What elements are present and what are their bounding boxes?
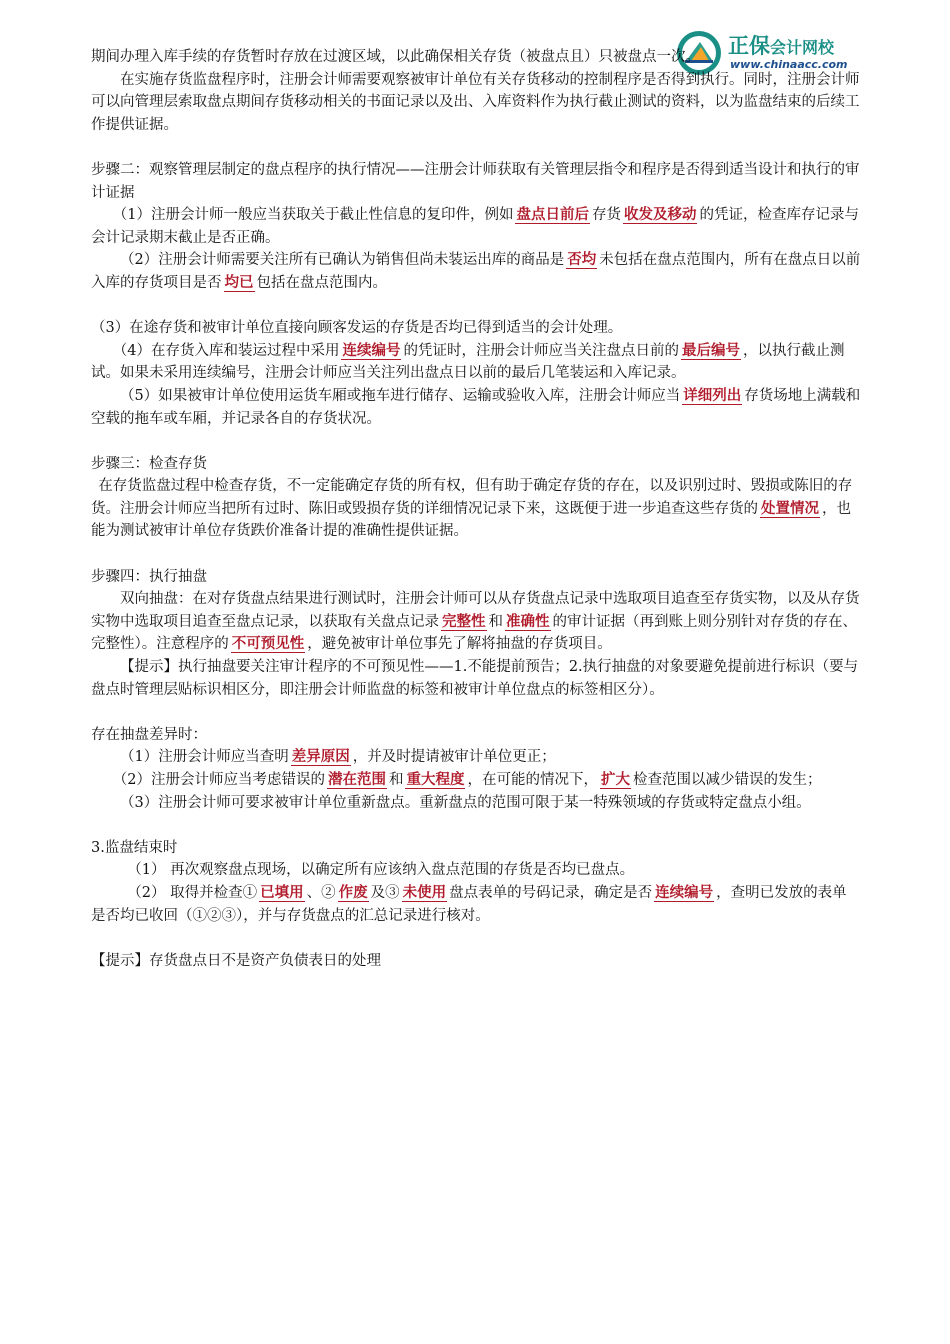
keyword: 准确性 — [506, 612, 550, 630]
logo-name: 正保 — [728, 34, 770, 58]
section-heading-step3: 步骤三：检查存货 — [91, 455, 207, 472]
keyword: 重大程度 — [406, 771, 465, 788]
keyword: 处置情况 — [761, 499, 819, 517]
keyword: 详细列出 — [683, 386, 742, 404]
logo-url[interactable]: www.chinaacc.com — [730, 58, 848, 71]
keyword: 潜在范围 — [327, 771, 386, 788]
list-item: （4）在存货入库和装运过程中采用 连续编号 的凭证时，注册会计师应当关注盘点日前的 最后编号 ，以执行截止测试。如果未采用连续编号，注册会计师应当关注列出盘点日以前的最后几笔装运和入库记录。 — [91, 341, 845, 382]
paragraph: 在存货监盘过程中检查存货，不一定能确定存货的所有权，但有助于确定存货的存在，以及识别过时、毁损或陈旧的存货。注册会计师应当把所有过时、陈旧或毁损存货的详细情况记录下来，这既便于进一步追查这些存货的 处置情况 ，也能为测试被审计单位存货跌价准备计提的准确性提供证据。 — [91, 478, 853, 540]
keyword: 未使用 — [402, 883, 447, 901]
keyword: 完整性 — [442, 612, 486, 630]
list-item: （2）注册会计师需要关注所有已确认为销售但尚未装运出库的商品是 否均 未包括在盘点范围内，所有在盘点日以前入库的存货项目是否 均已 包括在盘点范围内。 — [91, 251, 861, 291]
list-item: （5）如果被审计单位使用运货车厢或拖车进行储存、运输或验收入库，注册会计师应当 详细列出 存货场地上满载和空载的拖车或车厢，并记录各自的存货状况。 — [91, 386, 861, 427]
keyword: 盘点日前后 — [516, 206, 589, 224]
keyword: 扩大 — [600, 771, 630, 788]
list-item: （1）注册会计师一般应当获取关于截止性信息的复印件，例如 盘点日前后 存货 收发及移动 的凭证，检查库存记录与会计记录期末截止是否正确。 — [91, 206, 859, 246]
list-item: （1）注册会计师应当查明 差异原因 ，并及时提请被审计单位更正； — [120, 748, 556, 766]
section-heading-end: 3.监盘结束时 — [91, 839, 178, 856]
section-heading-step4: 步骤四：执行抽盘 — [91, 568, 207, 585]
section-heading-step2: 步骤二：观察管理层制定的盘点程序的执行情况——注册会计师获取有关管理层指令和程序是否得到适当设计和执行的审计证据 — [91, 161, 860, 201]
keyword: 连续编号 — [342, 341, 401, 359]
keyword: 收发及移动 — [623, 206, 697, 224]
list-item: （2）注册会计师应当考虑错误的 潜在范围 和 重大程度 ，在可能的情况下， 扩大 检查范围以减少错误的发生； — [112, 771, 822, 788]
list-item: （2） 取得并检查① 已填用 、② 作废 及③ 未使用 盘点表单的号码记录，确定是否 连续编号 ，查明已发放的表单是否均已收回（①②③），并与存货盘点的汇总记录进行核对。 — [91, 883, 847, 924]
document-body — [91, 46, 861, 972]
keyword: 最后编号 — [681, 341, 740, 359]
list-item: （1） 再次观察盘点现场，以确定所有应该纳入盘点范围的存货是否均已盘点。 — [127, 862, 635, 879]
list-item: （3）注册会计师可要求被审计单位重新盘点。重新盘点的范围可限于某一特殊领域的存货或特定盘点小组。 — [120, 794, 811, 811]
keyword: 均已 — [224, 273, 254, 291]
tip-note: 【提示】执行抽盘要关注审计程序的不可预见性——1.不能提前预告；2.执行抽盘的对象要避免提前进行标识（要与盘点时管理层贴标识相区分，即注册会计师监盘的标签和被审计单位盘点的标签相区分）。 — [91, 659, 859, 698]
list-item: （3）在途存货和被审计单位直接向顾客发运的存货是否均已得到适当的会计处理。 — [91, 320, 623, 337]
keyword: 不可预见性 — [231, 635, 305, 653]
keyword: 否均 — [567, 251, 597, 269]
logo-subname: 会计网校 — [770, 38, 835, 57]
paragraph: 期间办理入库手续的存货暂时存放在过渡区域，以此确保相关存货（被盘点且）只被盘点一次。 — [91, 49, 700, 65]
paragraph: 在实施存货监盘程序时，注册会计师需要观察被审计单位有关存货移动的控制程序是否得到执行。同时，注册会计师可以向管理层索取盘点期间存货移动相关的书面记录以及出、入库资料作为执行截止测试的资料，以为监盘结束的后续工作提供证据。 — [91, 71, 860, 133]
keyword: 连续编号 — [655, 883, 714, 901]
tip-note: 【提示】存货盘点日不是资产负债表日的处理 — [91, 952, 381, 969]
keyword: 作废 — [338, 883, 368, 901]
section-heading-diff: 存在抽盘差异时： — [91, 726, 207, 743]
paragraph: 双向抽盘：在对存货盘点结果进行测试时，注册会计师可以从存货盘点记录中选取项目追查至存货实物，以及从存货实物中选取项目追查至盘点记录，以获取有关盘点记录 完整性 和 准确性 的审计证据（再到账上则分别针对存货的存在、完整性）。注意程序的 不可预见性 ，避免被审计单位事先了解将抽盘的存货项目。 — [91, 591, 860, 653]
keyword: 已填用 — [260, 883, 304, 901]
keyword: 差异原因 — [291, 748, 350, 766]
